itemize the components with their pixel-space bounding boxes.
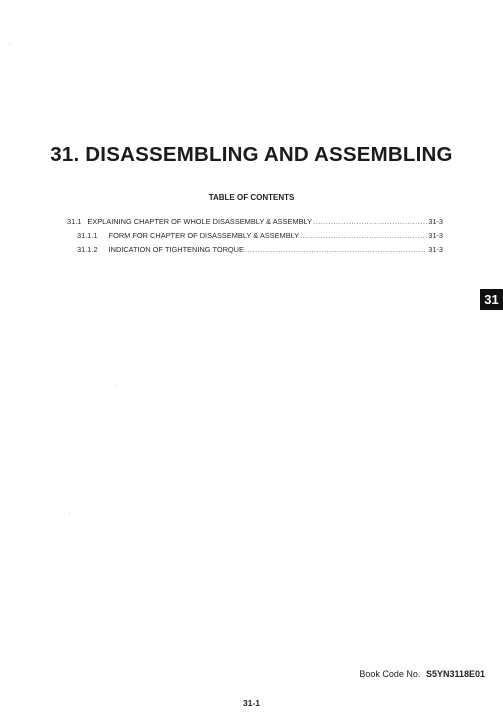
toc-entry-number: 31.1.2 [77, 245, 98, 254]
scan-speck [69, 513, 70, 514]
toc-leader-dots [300, 231, 427, 240]
toc-entry-title: EXPLAINING CHAPTER OF WHOLE DISASSEMBLY & ASSEMBLY [87, 217, 313, 226]
toc-entry[interactable] [67, 231, 443, 245]
toc-entry[interactable] [67, 245, 443, 259]
chapter-title: 31. DISASSEMBLING AND ASSEMBLING [50, 143, 453, 166]
toc-leader-dots [245, 245, 427, 254]
toc-entry[interactable] [67, 217, 443, 231]
toc-entry-number: 31.1.1 [77, 231, 98, 240]
table-of-contents [67, 217, 443, 259]
toc-leader-dots [313, 217, 427, 226]
book-code-label: Book Code No. [359, 669, 421, 679]
scan-speck [116, 385, 117, 386]
toc-entry-page: 31-3 [428, 217, 443, 226]
toc-heading: TABLE OF CONTENTS [208, 193, 295, 202]
toc-entry-title: INDICATION OF TIGHTENING TORQUE [108, 245, 244, 254]
chapter-tab: 31 [480, 289, 503, 310]
toc-entry-page: 31-3 [428, 231, 443, 240]
toc-entry-page: 31-3 [428, 245, 443, 254]
book-code-value: S5YN3118E01 [425, 669, 485, 679]
toc-entry-number: 31.1 [67, 217, 82, 226]
scan-speck [9, 44, 10, 45]
book-code [359, 669, 485, 679]
toc-entry-title: FORM FOR CHAPTER OF DISASSEMBLY & ASSEMBLY [108, 231, 300, 240]
page-number: 31-1 [242, 698, 260, 708]
